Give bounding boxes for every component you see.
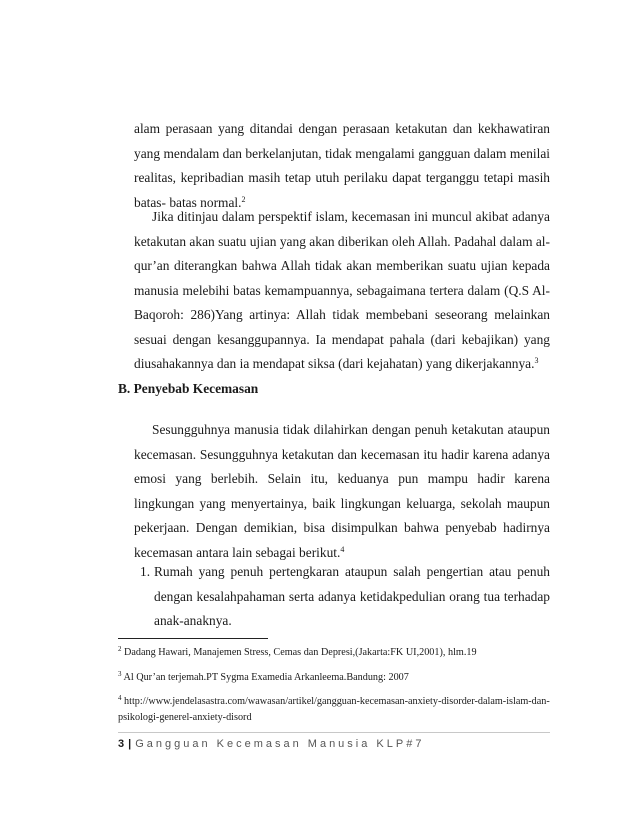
page-number: 3	[118, 738, 125, 750]
body-paragraph-2	[134, 205, 550, 377]
list-item-number: 1.	[140, 564, 151, 579]
body-paragraph-3	[134, 418, 550, 565]
paragraph-text: Jika ditinjau dalam perspektif islam, kecemasan ini muncul akibat adanya ketakutan akan suatu ujian yang akan diberikan oleh Allah. Padahal dalam al-qur’an diterangkan bahwa Allah tidak akan memberikan suatu ujian kepada manusia melebihi batas kemampuannya, sebagaimana tertera dalam (Q.S Al-Baqoroh: 286)Yang artinya: Allah tidak membebani seseorang melainkan sesuai dengan kesanggupannya. Ia mendapat pahala (dari kebajikan) yang diusahakannya dan ia mendapat siksa (dari kejahatan) yang dikerjakannya.	[134, 209, 550, 371]
footnote-number: 2	[118, 645, 122, 653]
footnote-2	[118, 645, 550, 661]
footnote-4[interactable]	[118, 694, 550, 726]
footnote-ref-2: 2	[241, 194, 246, 204]
footnote-ref-4: 4	[340, 544, 345, 554]
footnote-text: Dadang Hawari, Manajemen Stress, Cemas dan Depresi,(Jakarta:FK UI,2001), hlm.19	[124, 647, 477, 658]
list-item	[140, 560, 550, 634]
footnote-ref-3: 3	[534, 356, 539, 365]
footnote-link[interactable]: http://www.jendelasastra.com/wawasan/artikel/gangguan-kecemasan-anxiety-disorder-dalam-islam-dan-psikologi-generel-anxiety-disord	[118, 696, 550, 723]
footnote-text: Al Qur’an terjemah.PT Sygma Examedia Arkanleema.Bandung: 2007	[123, 672, 409, 683]
numbered-list	[140, 560, 550, 634]
footer-separator-glyph: |	[128, 738, 132, 750]
paragraph-text: Sesungguhnya manusia tidak dilahirkan dengan penuh ketakutan ataupun kecemasan. Sesungguhnya ketakutan dan kecemasan itu hadir karena adanya emosi yang berlebih. Selain itu, keduanya pun mampu hadir karena lingkungan yang menyertainya, baik lingkungan keluarga, sekolah maupun pekerjaan. Dengan demikian, bisa disimpulkan bahwa penyebab hadirnya kecemasan antara lain sebagai berikut.	[134, 422, 550, 560]
footnote-number: 3	[118, 670, 122, 678]
footnote-separator	[118, 638, 268, 639]
paragraph-text: alam perasaan yang ditandai dengan perasaan ketakutan dan kekhawatiran yang mendalam dan berkelanjutan, tidak mengalami gangguan dalam menilai realitas, kepribadian masih tetap utuh perilaku dapat terganggu tetapi masih batas- batas normal.	[134, 121, 550, 210]
list-item-text: Rumah yang penuh pertengkaran ataupun salah pengertian atau penuh dengan kesalahpahaman serta adanya ketidakpedulian orang tua terhadap anak-anaknya.	[154, 564, 550, 628]
footer-title: Gangguan Kecemasan Manusia KLP#7	[135, 738, 425, 750]
footnote-number: 4	[118, 694, 122, 702]
page-footer	[118, 738, 424, 750]
body-paragraph-1	[134, 117, 550, 215]
footer-separator	[118, 732, 550, 733]
footnote-3	[118, 670, 550, 686]
section-heading: B. Penyebab Kecemasan	[118, 381, 259, 396]
